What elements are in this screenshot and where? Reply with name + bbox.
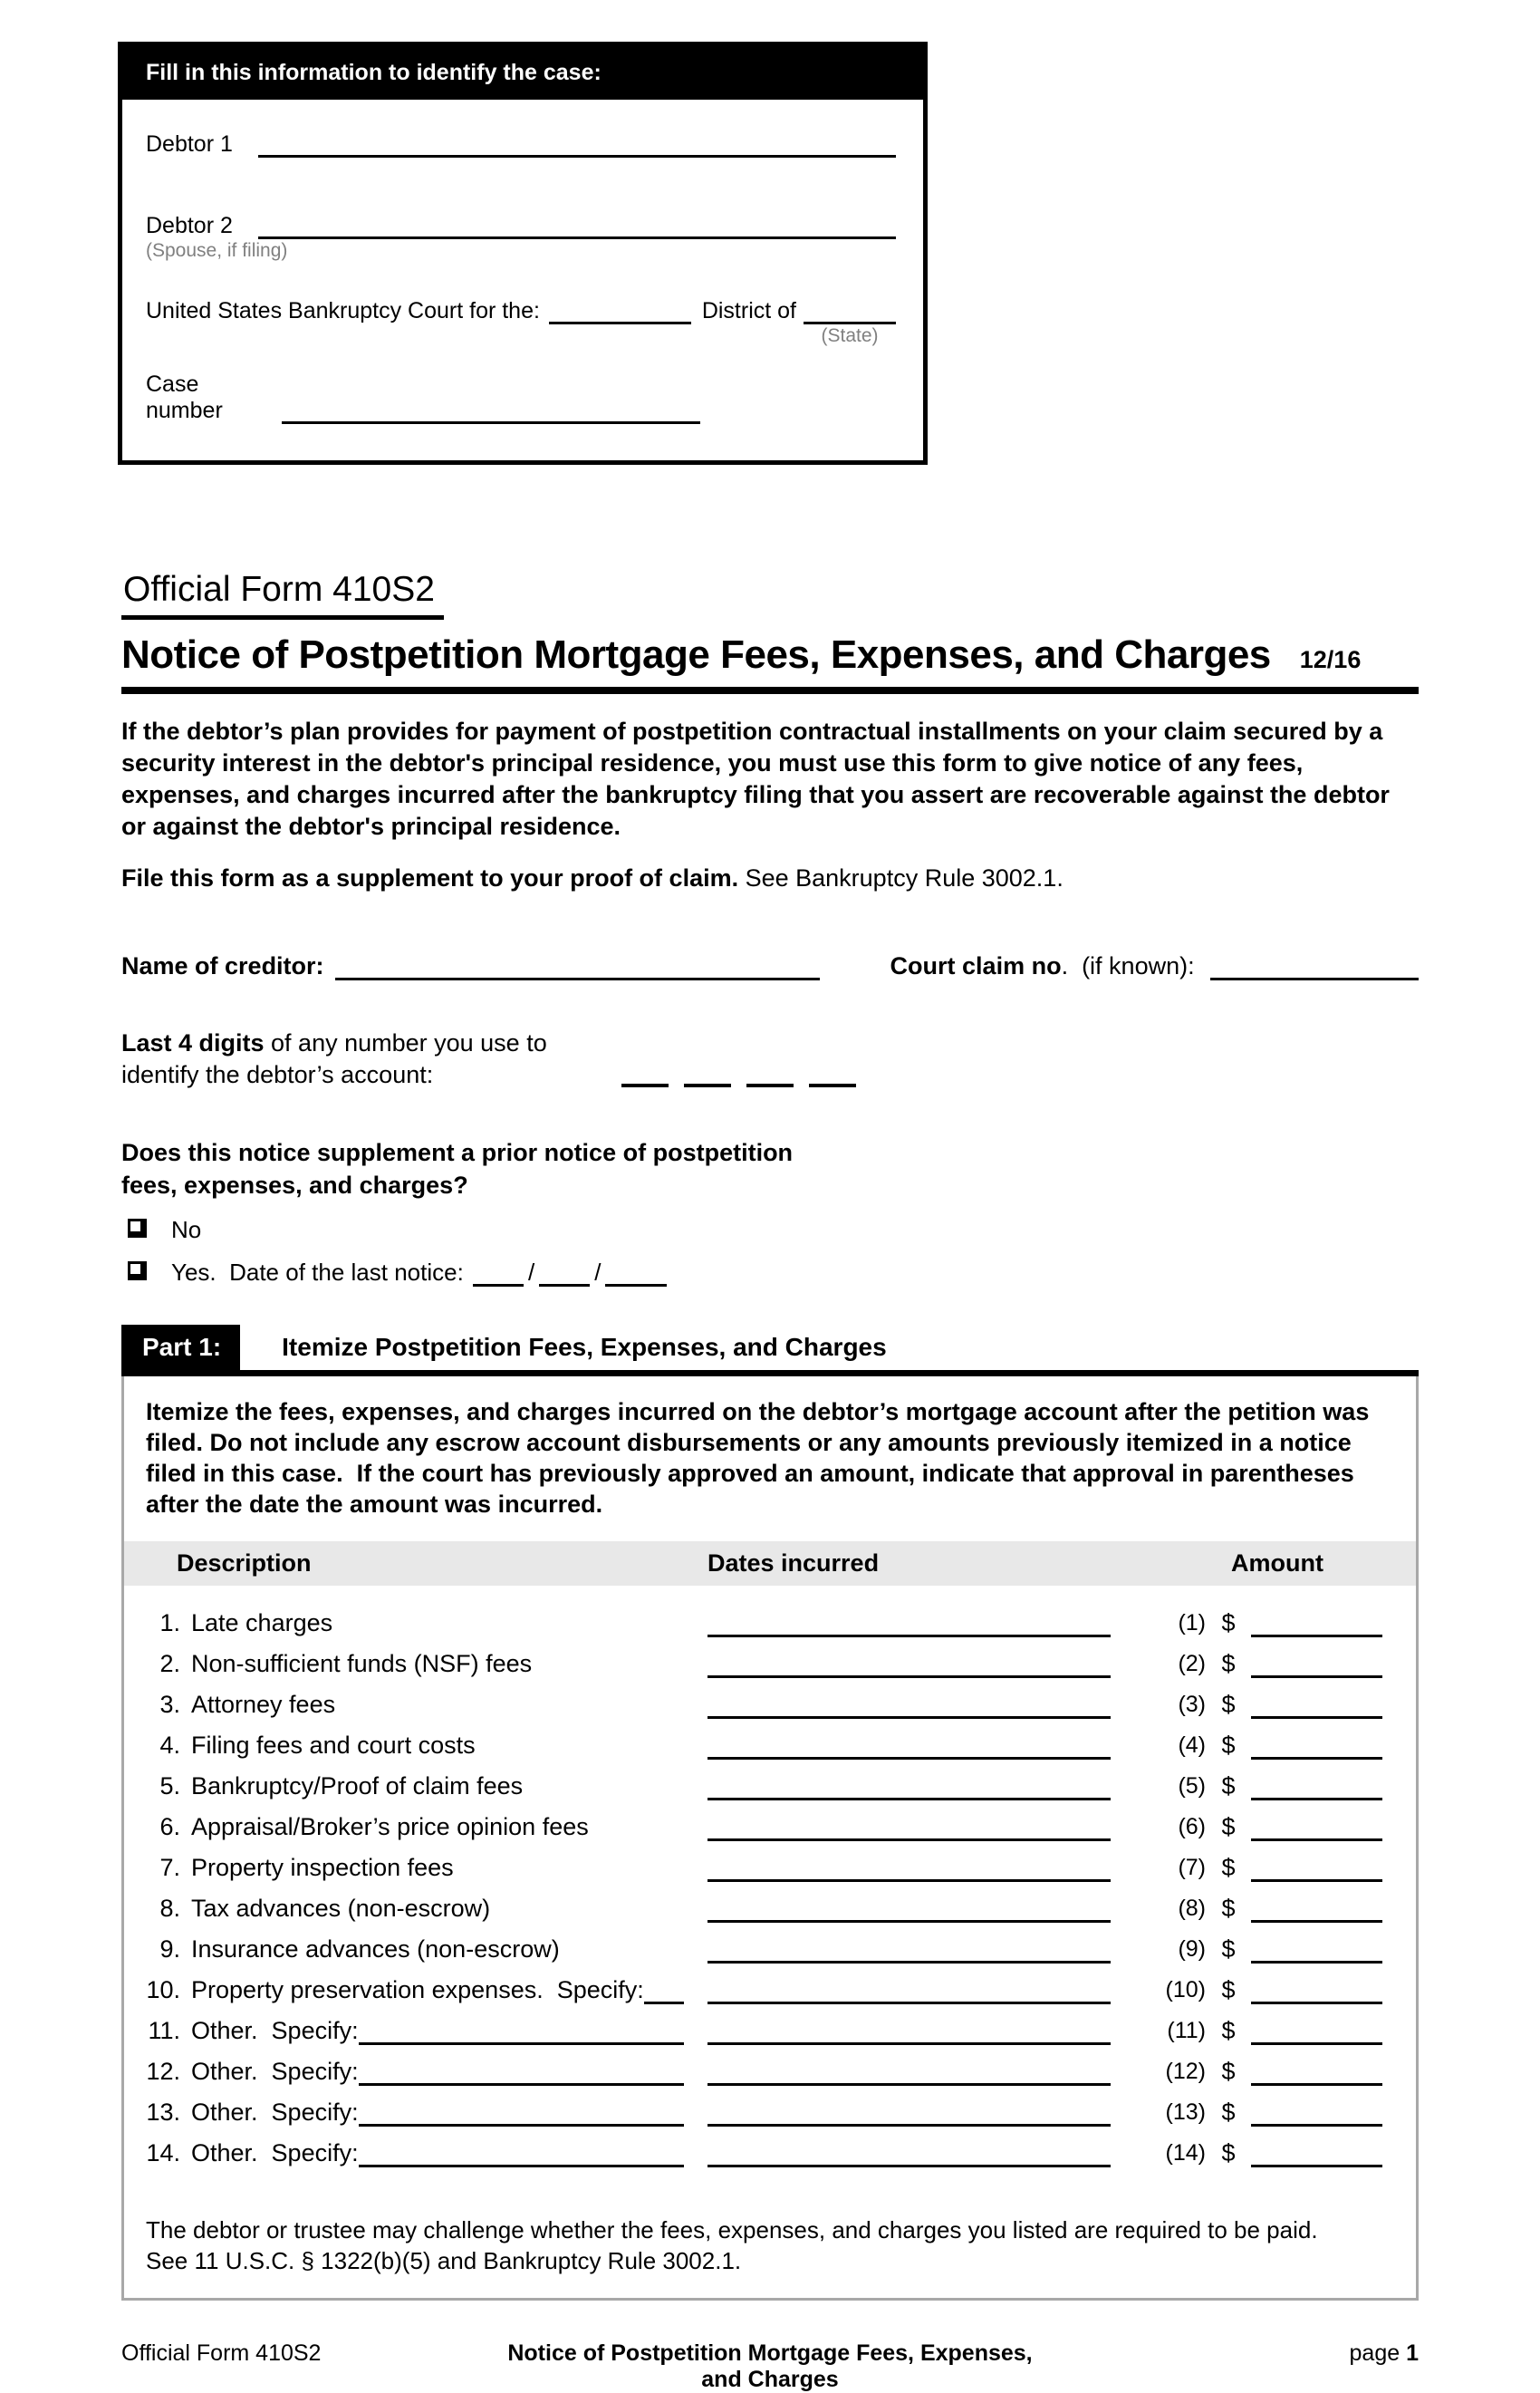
district-label: District of (701, 298, 796, 323)
debtor1-label: Debtor 1 (146, 131, 233, 157)
fee-row-description (124, 1935, 707, 1964)
fee-row-number: 1. (159, 1609, 180, 1636)
dollar-sign: $ (1221, 1935, 1236, 1963)
date-separator-2: / (594, 1259, 602, 1286)
form-id: Official Form 410S2 (121, 570, 444, 620)
fee-dates-input-line[interactable] (707, 1975, 1111, 2004)
creditor-name-label: Name of creditor: (121, 952, 324, 979)
file-instruction-rest: See Bankruptcy Rule 3002.1. (738, 864, 1064, 892)
debtor1-input-line[interactable] (258, 130, 896, 158)
fee-specify-input-line[interactable] (644, 1977, 684, 2004)
debtor1-row (146, 130, 896, 158)
fee-dates-input-line[interactable] (707, 1771, 1111, 1800)
footer-page-label: page (1349, 2340, 1407, 2366)
case-box-body (122, 100, 923, 460)
footer-form-id: Official Form 410S2 (121, 2340, 322, 2366)
last4-blanks (621, 1066, 871, 1087)
fee-row-number: 8. (159, 1895, 180, 1922)
title-row (121, 632, 1419, 694)
digit-blank-1[interactable] (621, 1066, 669, 1087)
fee-specify-input-line[interactable] (359, 2099, 684, 2127)
part1-header (121, 1325, 1419, 1376)
fee-row-description (124, 2139, 707, 2167)
fee-row (124, 2127, 1416, 2167)
challenge-note-line2: See 11 U.S.C. § 1322(b)(5) and Bankruptcy Rule 3002.1. (146, 2247, 742, 2274)
form-page (0, 42, 1540, 2392)
fee-dates-input-line[interactable] (707, 1690, 1111, 1719)
fee-row-ref: (9) (1178, 1936, 1206, 1962)
fee-row-number: 2. (159, 1650, 180, 1677)
fee-row-label: Property inspection fees (191, 1854, 454, 1881)
creditor-row (121, 952, 1419, 980)
fee-row-ref: (13) (1165, 2099, 1206, 2125)
last-notice-month-blank[interactable] (473, 1263, 524, 1287)
fee-row-number: 12. (146, 2058, 180, 2085)
court-claim-label: Court claim no (890, 952, 1062, 979)
fee-amount-input-line[interactable] (1251, 2057, 1382, 2086)
fee-row (124, 1882, 1416, 1923)
last4-rest: of any number you use to identify the debtor’s account: (121, 1029, 547, 1088)
dollar-sign: $ (1221, 2017, 1236, 2044)
fee-row-label: Property preservation expenses. Specify: (191, 1976, 644, 2003)
court-label: United States Bankruptcy Court for the: (146, 298, 540, 323)
fee-row (124, 1964, 1416, 2004)
fee-row-description (124, 1854, 707, 1882)
fee-row (124, 2004, 1416, 2045)
creditor-name-input-line[interactable] (335, 953, 820, 980)
fee-amount-input-line[interactable] (1251, 2016, 1382, 2045)
fee-row-number: 6. (159, 1813, 180, 1840)
dollar-sign: $ (1221, 2139, 1236, 2166)
state-field (804, 297, 896, 346)
part1-label: Part 1: (121, 1325, 240, 1370)
fee-row-description (124, 1813, 707, 1841)
fee-row-label: Other. Specify: (191, 2017, 359, 2044)
dollar-sign: $ (1221, 2099, 1236, 2126)
fee-amount-input-line[interactable] (1251, 1975, 1382, 2004)
column-description: Description (177, 1549, 312, 1577)
court-claim-group (890, 952, 1419, 980)
footer-title: Notice of Postpetition Mortgage Fees, Expenses, and Charges (507, 2340, 1033, 2392)
part1-body (121, 1376, 1419, 2301)
fee-row-description (124, 2017, 707, 2045)
fee-row (124, 1637, 1416, 1678)
fee-row-ref: (14) (1165, 2140, 1206, 2166)
fee-dates-input-line[interactable] (707, 1812, 1111, 1841)
fee-amount-input-line[interactable] (1251, 1935, 1382, 1964)
fee-dates-input-line[interactable] (707, 1935, 1111, 1964)
last4-block (121, 1028, 1419, 1091)
fee-row-description (124, 2058, 707, 2086)
page-title: Notice of Postpetition Mortgage Fees, Expenses, and Charges (121, 632, 1271, 677)
court-row (146, 297, 896, 346)
state-input-line[interactable] (804, 297, 896, 324)
file-instruction-bold: File this form as a supplement to your proof of claim. (121, 864, 739, 892)
fee-row-number: 14. (146, 2139, 180, 2166)
dollar-sign: $ (1221, 1976, 1236, 2003)
fee-amount-input-line[interactable] (1251, 2098, 1382, 2127)
fee-row-ref: (2) (1178, 1651, 1206, 1676)
fee-table-header (124, 1541, 1416, 1586)
page-footer (121, 2340, 1419, 2393)
fee-amount-input-line[interactable] (1251, 1690, 1382, 1719)
fee-specify-input-line[interactable] (359, 2059, 684, 2086)
date-separator-1: / (528, 1259, 535, 1286)
fee-row-description (124, 1976, 707, 2004)
last4-text (121, 1028, 574, 1091)
yes-label: Yes. Date of the last notice: (171, 1259, 471, 1286)
fee-amount-input-line[interactable] (1251, 1731, 1382, 1760)
fee-row (124, 2045, 1416, 2086)
fee-row-description (124, 1772, 707, 1800)
fee-dates-input-line[interactable] (707, 1649, 1111, 1678)
digit-blank-4[interactable] (809, 1066, 856, 1087)
part1-title: Itemize Postpetition Fees, Expenses, and Charges (282, 1333, 887, 1361)
fee-row (124, 1719, 1416, 1760)
fee-row (124, 1800, 1416, 1841)
court-claim-label-rest: . (if known): (1061, 952, 1202, 979)
fee-row-label: Attorney fees (191, 1691, 336, 1718)
fee-specify-input-line[interactable] (359, 2140, 684, 2167)
dollar-sign: $ (1221, 1772, 1236, 1800)
fee-row-label: Tax advances (non-escrow) (191, 1895, 491, 1922)
case-number-label: Case number (146, 371, 223, 423)
challenge-note (124, 2167, 1416, 2298)
last-notice-year-blank[interactable] (605, 1263, 667, 1287)
debtor2-label-stack (146, 213, 288, 261)
footer-page-number: 1 (1406, 2340, 1419, 2366)
no-label: No (171, 1216, 202, 1243)
dollar-sign: $ (1221, 1895, 1236, 1922)
case-box-header: Fill in this information to identify the case: (122, 46, 923, 100)
fee-row-label: Bankruptcy/Proof of claim fees (191, 1772, 524, 1800)
case-identification-box (118, 42, 928, 465)
fee-row-number: 4. (159, 1732, 180, 1759)
no-option-row (121, 1216, 1419, 1244)
fee-row-label: Other. Specify: (191, 2058, 359, 2085)
fee-row-label: Other. Specify: (191, 2139, 359, 2166)
fee-dates-input-line[interactable] (707, 2098, 1111, 2127)
fee-dates-input-line[interactable] (707, 1731, 1111, 1760)
fee-row-ref: (11) (1167, 2018, 1206, 2043)
fee-row-number: 7. (159, 1854, 180, 1881)
form-version: 12/16 (1299, 646, 1362, 673)
debtor2-input-line[interactable] (258, 212, 896, 239)
digit-blank-3[interactable] (746, 1066, 794, 1087)
fee-amount-input-line[interactable] (1251, 1853, 1382, 1882)
dollar-sign: $ (1221, 1732, 1236, 1759)
fee-dates-input-line[interactable] (707, 2057, 1111, 2086)
fee-row-description (124, 1650, 707, 1678)
fee-row-ref: (5) (1178, 1773, 1206, 1799)
case-number-row (146, 371, 896, 424)
dollar-sign: $ (1221, 1609, 1236, 1636)
supplement-question: Does this notice supplement a prior notice of postpetition fees, expenses, and charges? (121, 1139, 794, 1199)
fee-dates-input-line[interactable] (707, 1853, 1111, 1882)
fee-row-ref: (12) (1165, 2059, 1206, 2084)
fee-row-description (124, 1895, 707, 1923)
debtor2-row (146, 212, 896, 261)
fee-row-description (124, 1691, 707, 1719)
fee-row-number: 10. (146, 1976, 180, 2003)
fee-row-ref: (8) (1178, 1896, 1206, 1921)
challenge-note-line1: The debtor or trustee may challenge whether the fees, expenses, and charges you listed are required to be paid. (146, 2216, 1318, 2243)
fee-row-label: Late charges (191, 1609, 333, 1636)
state-sublabel: (State) (821, 324, 879, 346)
fee-amount-input-line[interactable] (1251, 2138, 1382, 2167)
fee-row-number: 13. (146, 2099, 180, 2126)
fee-row-ref: (4) (1178, 1732, 1206, 1758)
fee-row-label: Non-sufficient funds (NSF) fees (191, 1650, 533, 1677)
fee-row (124, 2086, 1416, 2127)
fee-row-description (124, 1609, 707, 1637)
fee-row-label: Other. Specify: (191, 2099, 359, 2126)
fee-table (124, 1597, 1416, 2167)
fee-dates-input-line[interactable] (707, 2016, 1111, 2045)
last-notice-day-blank[interactable] (539, 1263, 590, 1287)
fee-row (124, 1923, 1416, 1964)
court-input-line[interactable] (549, 297, 691, 324)
fee-row-ref: (6) (1178, 1814, 1206, 1839)
column-dates-incurred: Dates incurred (707, 1549, 880, 1577)
dollar-sign: $ (1221, 1813, 1236, 1840)
fee-row (124, 1760, 1416, 1800)
case-number-input-line[interactable] (282, 397, 700, 424)
fee-amount-input-line[interactable] (1251, 1608, 1382, 1637)
court-claim-input-line[interactable] (1210, 953, 1419, 980)
dollar-sign: $ (1221, 1854, 1236, 1881)
fee-row-ref: (7) (1178, 1855, 1206, 1880)
yes-option-row (121, 1259, 1419, 1287)
digit-blank-2[interactable] (684, 1066, 731, 1087)
last4-bold: Last 4 digits (121, 1029, 265, 1057)
fee-row (124, 1597, 1416, 1637)
fee-amount-input-line[interactable] (1251, 1812, 1382, 1841)
fee-amount-input-line[interactable] (1251, 1894, 1382, 1923)
fee-row-number: 9. (159, 1935, 180, 1963)
dollar-sign: $ (1221, 1650, 1236, 1677)
fee-row-number: 5. (159, 1772, 180, 1800)
fee-specify-input-line[interactable] (359, 2018, 684, 2045)
yes-checkbox[interactable] (128, 1261, 147, 1280)
dollar-sign: $ (1221, 2058, 1236, 2085)
fee-row-description (124, 2099, 707, 2127)
debtor2-label: Debtor 2 (146, 213, 233, 238)
fee-row (124, 1841, 1416, 1882)
file-instruction (121, 864, 1419, 893)
no-checkbox[interactable] (128, 1219, 147, 1238)
fee-amount-input-line[interactable] (1251, 1771, 1382, 1800)
fee-dates-input-line[interactable] (707, 2138, 1111, 2167)
fee-row (124, 1678, 1416, 1719)
fee-amount-input-line[interactable] (1251, 1649, 1382, 1678)
fee-dates-input-line[interactable] (707, 1894, 1111, 1923)
fee-row-ref: (1) (1178, 1610, 1206, 1636)
fee-row-ref: (3) (1178, 1692, 1206, 1717)
intro-paragraph: If the debtor’s plan provides for payment of postpetition contractual installments on your claim secured by a security interest in the debtor's principal residence, you must use this form to give notice of any fees, expenses, and charges incurred after the bankruptcy filing that you assert are recoverable against the debtor or against the debtor's principal residence. (121, 718, 1390, 840)
column-amount: Amount (1231, 1549, 1323, 1577)
fee-row-ref: (10) (1165, 1977, 1206, 2002)
fee-row-description (124, 1732, 707, 1760)
fee-row-number: 3. (159, 1691, 180, 1718)
fee-dates-input-line[interactable] (707, 1608, 1111, 1637)
fee-row-label: Filing fees and court costs (191, 1732, 476, 1759)
fee-row-label: Appraisal/Broker’s price opinion fees (191, 1813, 589, 1840)
debtor2-sublabel: (Spouse, if filing) (146, 239, 288, 261)
fee-row-label: Insurance advances (non-escrow) (191, 1935, 560, 1963)
footer-page (1038, 2340, 1419, 2367)
fee-row-number: 11. (148, 2017, 180, 2044)
part1-instructions: Itemize the fees, expenses, and charges incurred on the debtor’s mortgage account after the petition was filed. Do not include any escrow account disbursements or any amounts previously itemized in a notice filed in this case. If the court has previously approved an amount, indicate that approval in parentheses after the date the amount was incurred. (146, 1398, 1376, 1518)
dollar-sign: $ (1221, 1691, 1236, 1718)
